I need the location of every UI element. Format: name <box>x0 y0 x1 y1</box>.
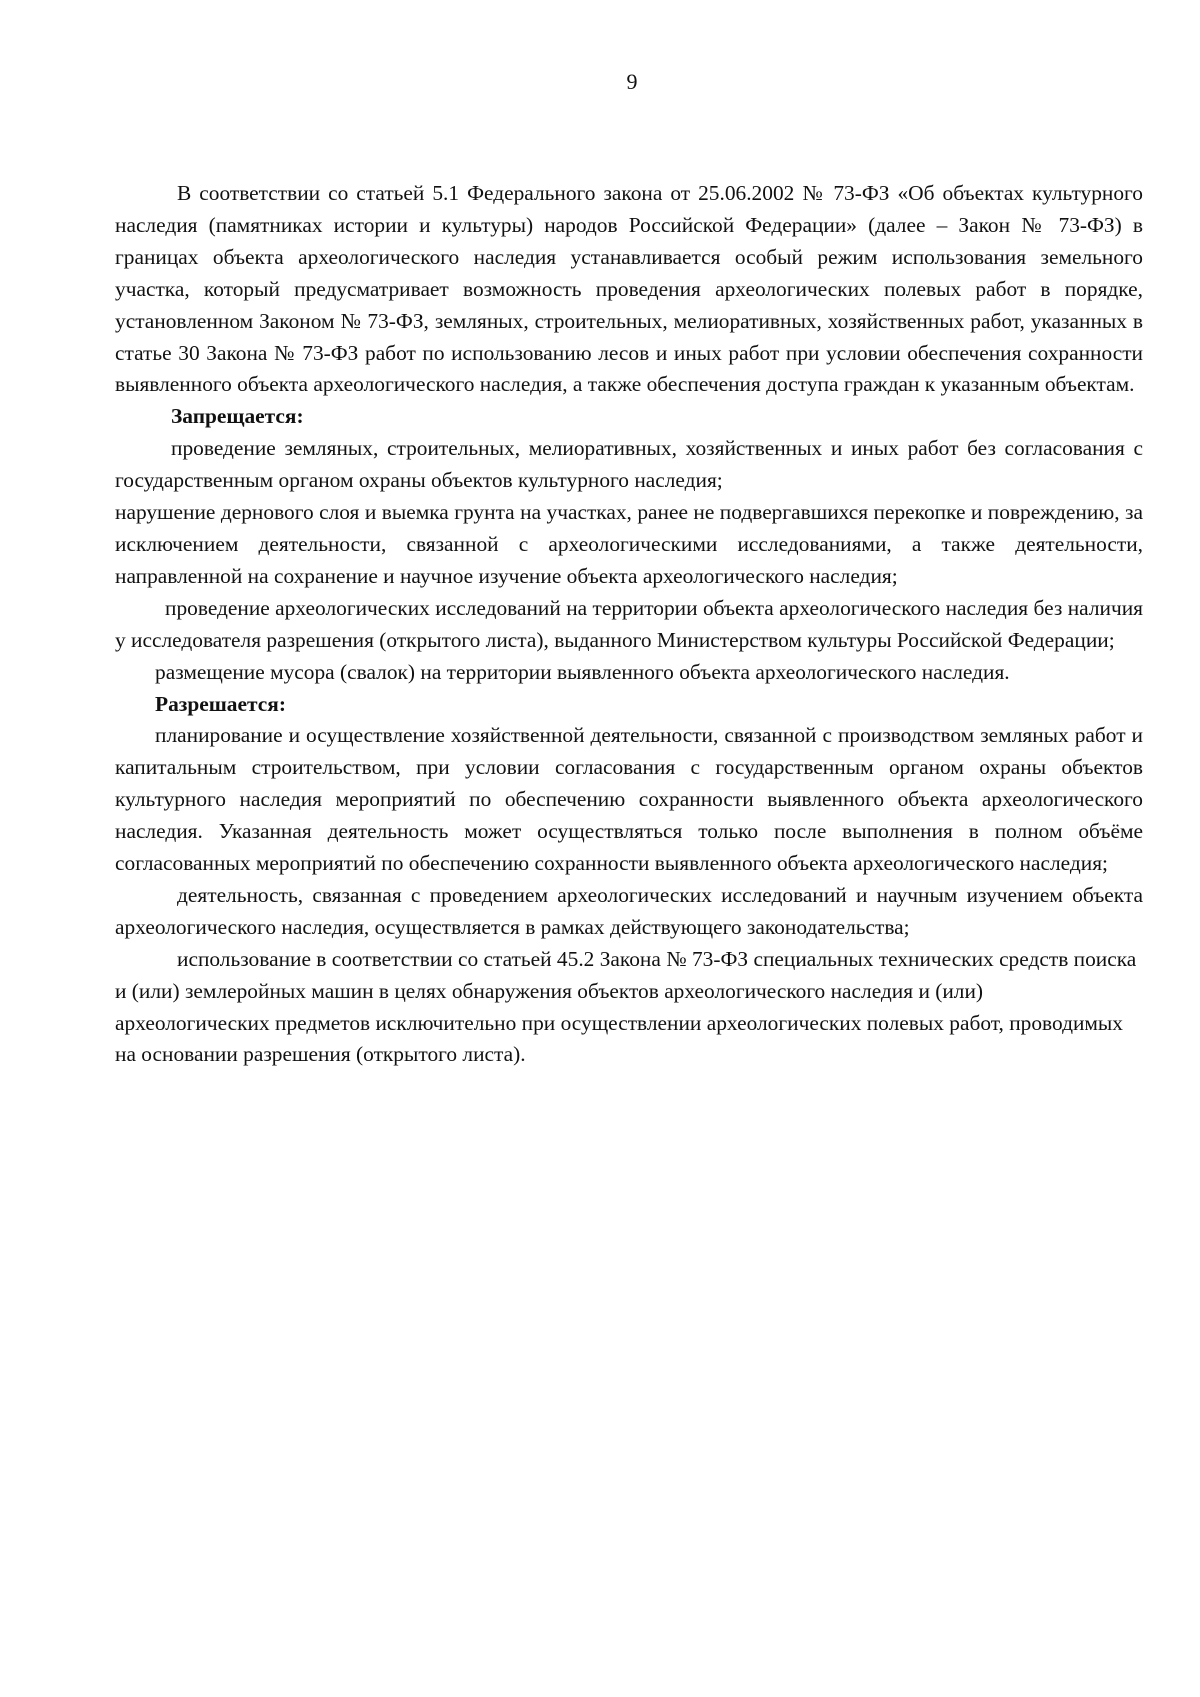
page-number: 9 <box>626 69 638 94</box>
heading-permitted: Разрешается: <box>155 691 286 716</box>
paragraph-permitted-3: использование в соответствии со статьей 45.2 Закона № 73-ФЗ специальных технических средств поиска и (или) землеройных машин в целях обнаружения объектов археологического наследия и (или) археологических предметов исключительно при осуществлении археологических полевых работ, проводимых на основании разрешения (открытого листа). <box>115 946 1137 1067</box>
paragraph-prohibited-4: размещение мусора (свалок) на территории выявленного объекта археологического наследия. <box>155 659 1010 684</box>
paragraph-prohibited-1: проведение земляных, строительных, мелиоративных, хозяйственных и иных работ без согласования с государственным органом охраны объектов культурного наследия; <box>115 436 1143 493</box>
paragraph-prohibited-3: проведение археологических исследований на территории объекта археологического наследия без наличия у исследователя разрешения (открытого листа), выданного Министерством культуры Российской Федерации; <box>115 595 1143 652</box>
document-body <box>115 178 1143 1071</box>
heading-prohibited: Запрещается: <box>171 404 304 429</box>
paragraph-prohibited-2: нарушение дернового слоя и выемка грунта на участках, ранее не подвергавшихся перекопке и повреждению, за исключением деятельности, связанной с археологическими исследованиями, а также деятельности, направленной на сохранение и научное изучение объекта археологического наследия; <box>115 500 1143 588</box>
paragraph-intro: В соответствии со статьей 5.1 Федерального закона от 25.06.2002 № 73-ФЗ «Об объектах культурного наследия (памятниках истории и культуры) народов Российской Федерации» (далее – Закон № 73-ФЗ) в границах объекта археологического наследия устанавливается особый режим использования земельного участка, который предусматривает возможность проведения археологических полевых работ в порядке, установленном Законом № 73-ФЗ, земляных, строительных, мелиоративных, хозяйственных работ, указанных в статье 30 Закона № 73-ФЗ работ по использованию лесов и иных работ при условии обеспечения сохранности выявленного объекта археологического наследия, а также обеспечения доступа граждан к указанным объектам. <box>115 181 1143 397</box>
paragraph-permitted-2: деятельность, связанная с проведением археологических исследований и научным изучением объекта археологического наследия, осуществляется в рамках действующего законодательства; <box>115 882 1143 939</box>
paragraph-permitted-1: планирование и осуществление хозяйственной деятельности, связанной с производством земляных работ и капитальным строительством, при условии согласования с государственным органом охраны объектов культурного наследия мероприятий по обеспечению сохранности выявленного объекта археологического наследия. Указанная деятельность может осуществляться только после выполнения в полном объёме согласованных мероприятий по обеспечению сохранности выявленного объекта археологического наследия; <box>115 723 1143 876</box>
